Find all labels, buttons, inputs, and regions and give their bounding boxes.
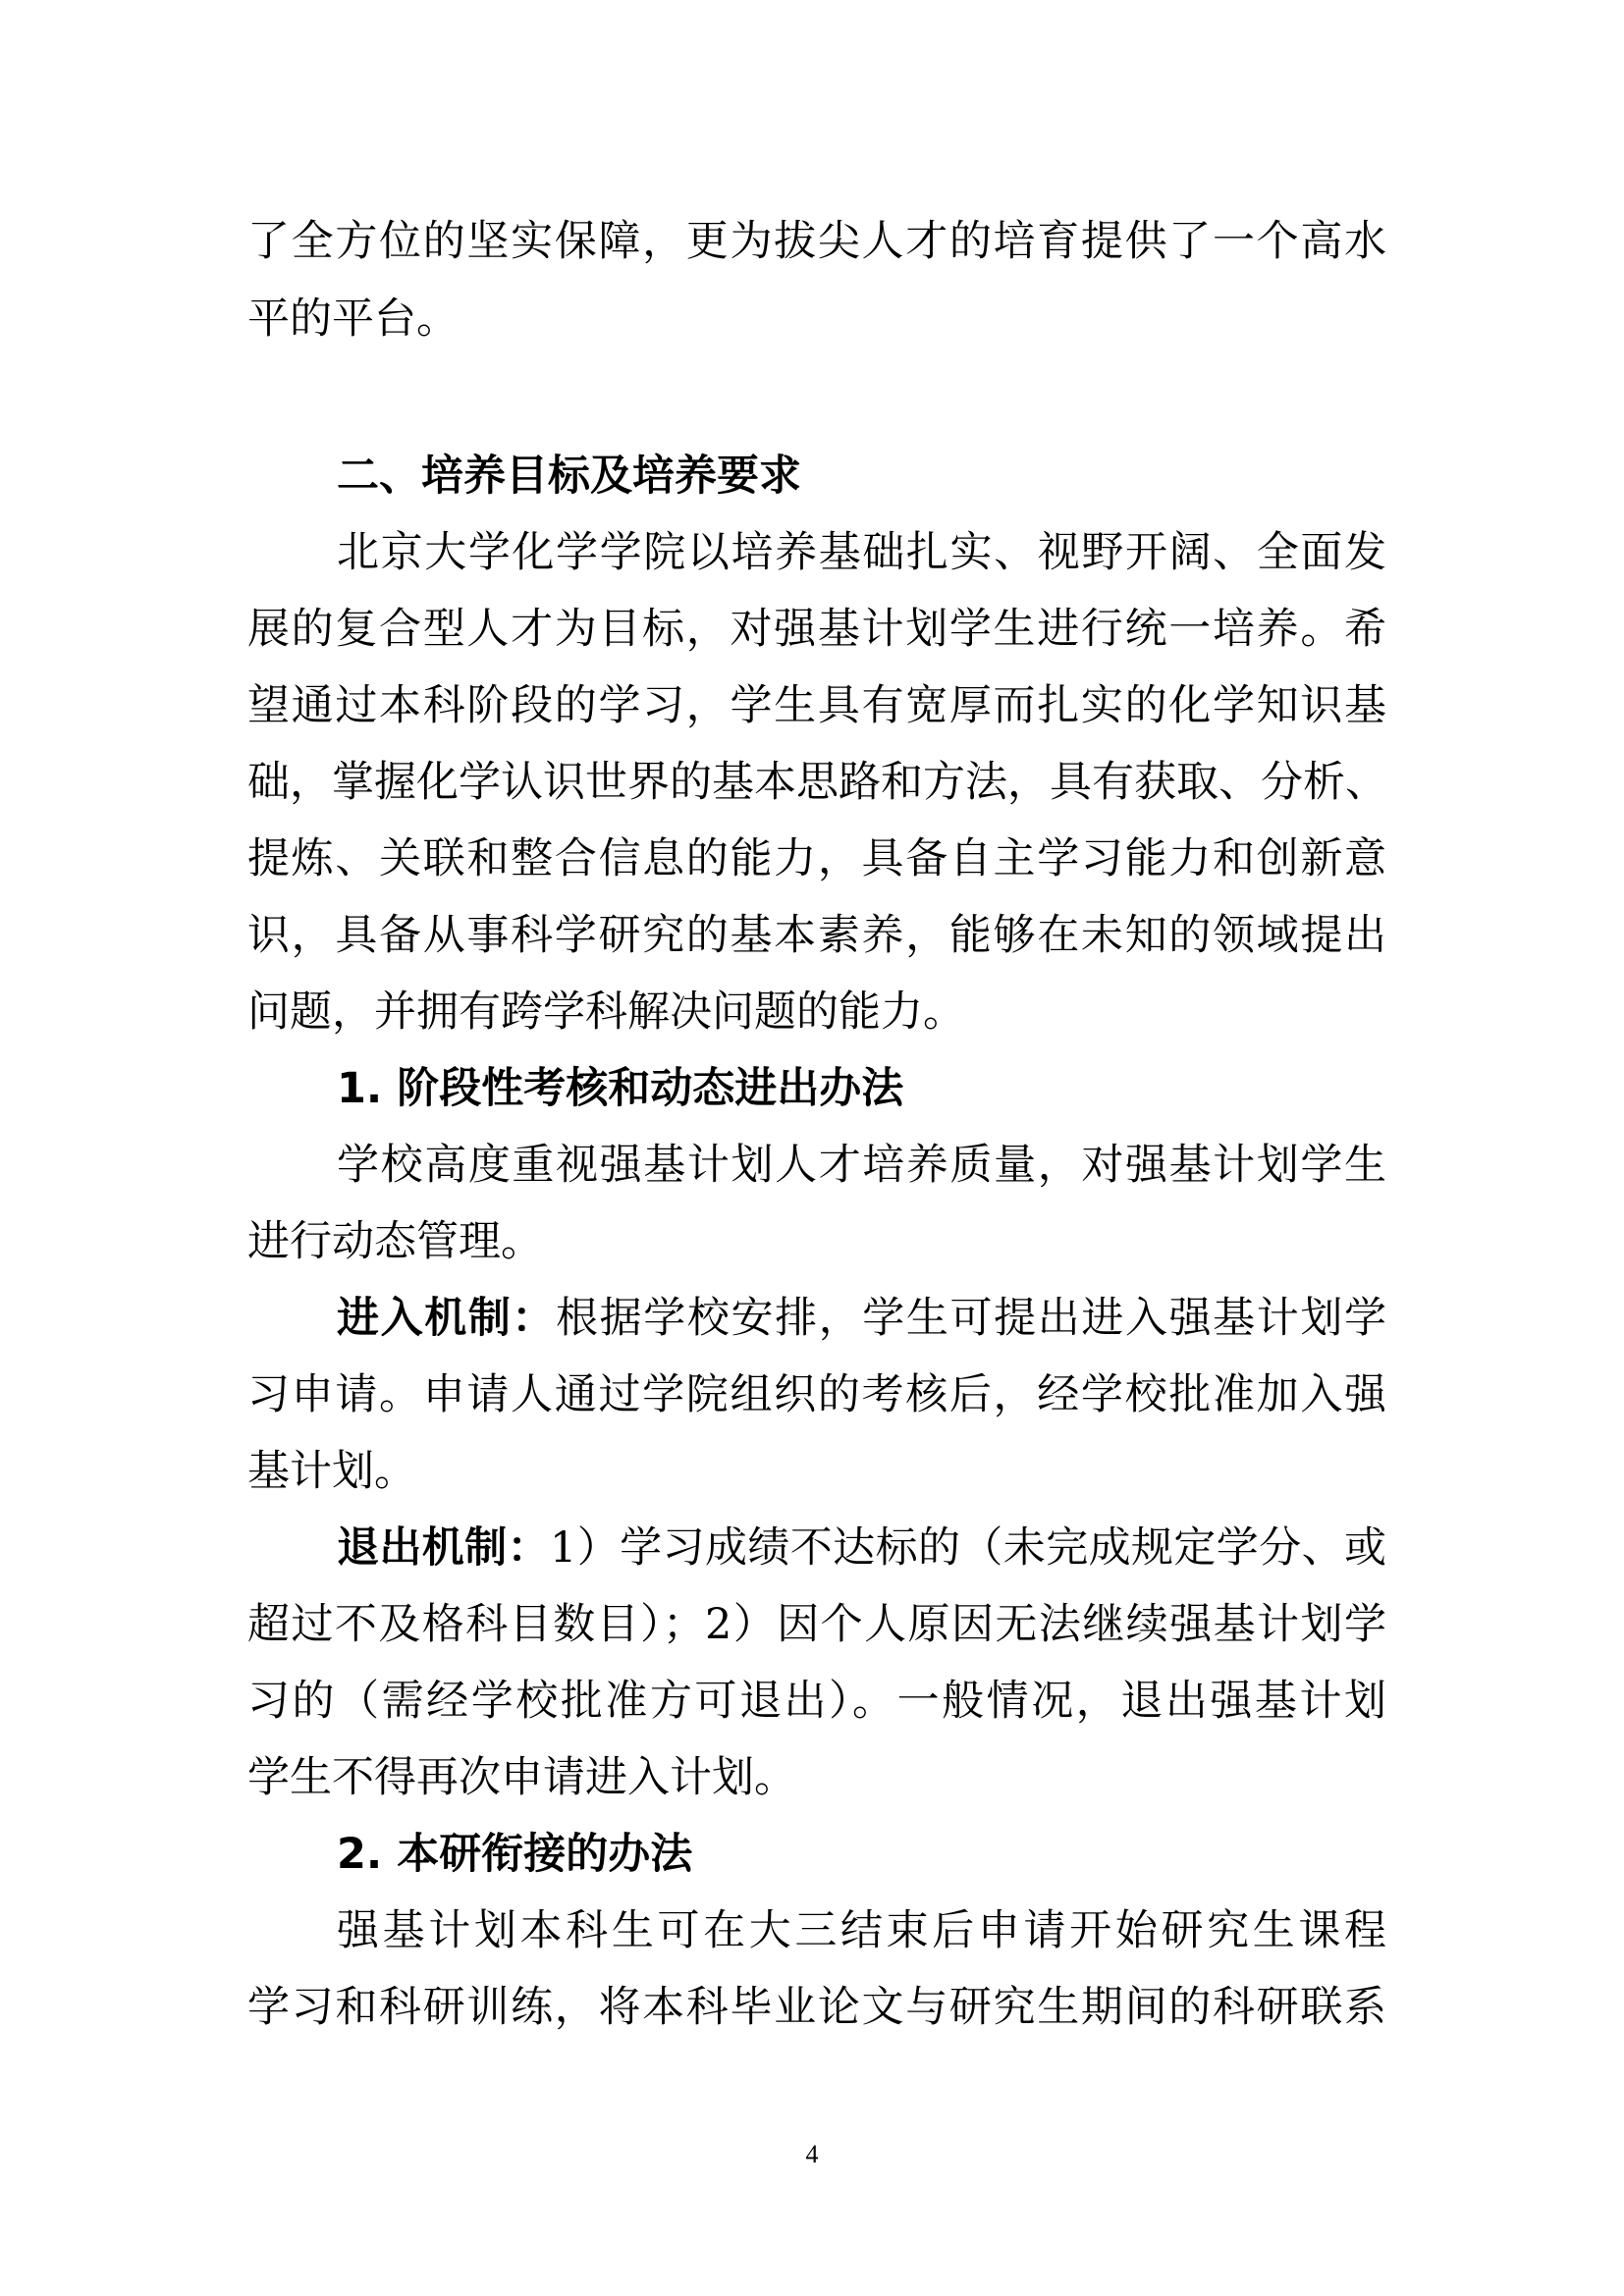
paragraph-line: 习申请。申请人通过学院组织的考核后，经学校批准加入强 bbox=[247, 1370, 1386, 1419]
page-number: 4 bbox=[805, 2140, 819, 2168]
paragraph-line: 基计划。 bbox=[247, 1447, 416, 1496]
paragraph-line: 展的复合型人才为目标，对强基计划学生进行统一培养。希 bbox=[247, 605, 1386, 654]
paragraph-line: 学校高度重视强基计划人才培养质量，对强基计划学生 bbox=[337, 1141, 1386, 1190]
paragraph-line: 提炼、关联和整合信息的能力，具备自主学习能力和创新意 bbox=[247, 834, 1386, 883]
paragraph-line: 识，具备从事科学研究的基本素养，能够在未知的领域提出 bbox=[247, 911, 1386, 960]
exit-mechanism-line bbox=[337, 1519, 1386, 1577]
paragraph-line: 北京大学化学学院以培养基础扎实、视野开阔、全面发 bbox=[337, 528, 1386, 577]
paragraph-line: 超过不及格科目数目）；2）因个人原因无法继续强基计划学 bbox=[247, 1600, 1386, 1649]
exit-mechanism-text: 1）学习成绩不达标的（未完成规定学分、或 bbox=[550, 1523, 1387, 1573]
entry-mechanism-text: 根据学校安排，学生可提出进入强基计划学 bbox=[556, 1294, 1387, 1343]
paragraph-line: 望通过本科阶段的学习，学生具有宽厚而扎实的化学知识基 bbox=[247, 681, 1386, 730]
paragraph-line: 平的平台。 bbox=[247, 294, 459, 344]
paragraph-line: 学习和科研训练，将本科毕业论文与研究生期间的科研联系 bbox=[247, 1983, 1386, 2032]
paragraph-line: 础，掌握化学认识世界的基本思路和方法，具有获取、分析、 bbox=[247, 758, 1387, 807]
paragraph-line: 习的（需经学校批准方可退出）。一般情况，退出强基计划 bbox=[247, 1677, 1386, 1726]
entry-mechanism-line bbox=[337, 1289, 1386, 1348]
entry-mechanism-label: 进入机制： bbox=[337, 1294, 557, 1343]
subsection-heading: 2. 本研衔接的办法 bbox=[337, 1830, 693, 1879]
paragraph-line: 学生不得再次申请进入计划。 bbox=[247, 1753, 796, 1802]
paragraph-line: 进行动态管理。 bbox=[247, 1217, 543, 1266]
subsection-heading: 1. 阶段性考核和动态进出办法 bbox=[337, 1064, 904, 1113]
section-heading: 二、培养目标及培养要求 bbox=[337, 452, 801, 501]
exit-mechanism-label: 退出机制： bbox=[337, 1523, 551, 1573]
paragraph-line: 强基计划本科生可在大三结束后申请开始研究生课程 bbox=[337, 1906, 1386, 1955]
paragraph-line: 了全方位的坚实保障，更为拔尖人才的培育提供了一个高水 bbox=[247, 217, 1386, 266]
paragraph-line: 问题，并拥有跨学科解决问题的能力。 bbox=[247, 988, 965, 1037]
